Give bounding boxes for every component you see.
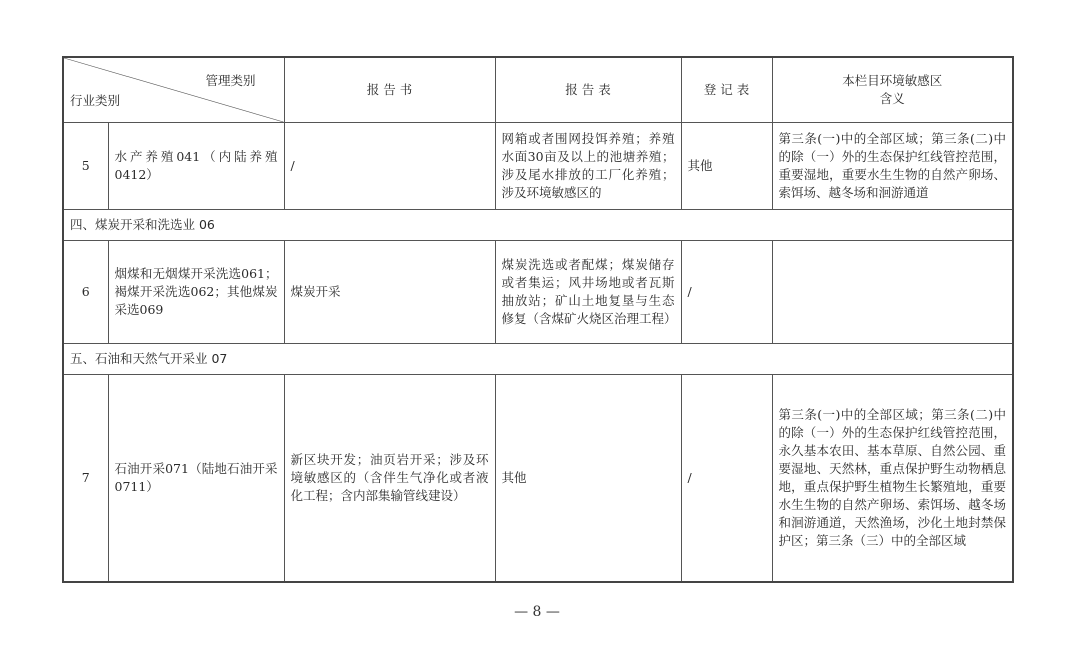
col-report-book-label: 报 告 书 bbox=[366, 82, 413, 97]
report-form-cell: 煤炭洗选或者配煤；煤炭储存或者集运；风井场地或者瓦斯抽放站；矿山土地复垦与生态修复（含煤矿火烧区治理工程） bbox=[495, 241, 681, 344]
industry-category-label: 行业类别 bbox=[70, 93, 121, 108]
register-form-cell: 其他 bbox=[681, 123, 772, 210]
table-header-row bbox=[63, 57, 1013, 123]
col-sensitive-area bbox=[772, 57, 1013, 123]
table-row bbox=[63, 241, 1013, 344]
section-row bbox=[63, 344, 1013, 375]
diagonal-header-cell bbox=[63, 57, 284, 123]
table-row bbox=[63, 375, 1013, 583]
sensitive-area-cell bbox=[772, 241, 1013, 344]
section-row bbox=[63, 210, 1013, 241]
col-register-form-label: 登 记 表 bbox=[703, 82, 750, 97]
row-number: 7 bbox=[63, 375, 108, 583]
col-sensitive-area-label-2: 含义 bbox=[879, 91, 905, 106]
register-form-cell: / bbox=[681, 375, 772, 583]
management-category-label: 管理类别 bbox=[205, 73, 256, 88]
report-book-cell: / bbox=[284, 123, 495, 210]
diagonal-line-icon bbox=[64, 58, 284, 122]
table-row bbox=[63, 123, 1013, 210]
col-report-form bbox=[495, 57, 681, 123]
row-number: 6 bbox=[63, 241, 108, 344]
report-book-cell: 新区块开发；油页岩开采；涉及环境敏感区的（含伴生气净化或者液化工程；含内部集输管线建设） bbox=[284, 375, 495, 583]
sensitive-area-cell: 第三条(一)中的全部区域；第三条(二)中的除（一）外的生态保护红线管控范围，永久基本农田、基本草原、自然公园、重要湿地、天然林，重点保护野生动物栖息地，重点保护野生植物生长繁殖地，重要水生生物的自然产卵场、索饵场、越冬场和洄游通道，天然渔场，沙化土地封禁保护区；第三条（三）中的全部区域 bbox=[772, 375, 1013, 583]
classification-table bbox=[62, 56, 1014, 583]
report-book-cell: 煤炭开采 bbox=[284, 241, 495, 344]
sensitive-area-cell: 第三条(一)中的全部区域；第三条(二)中的除（一）外的生态保护红线管控范围，重要湿地，重要水生生物的自然产卵场、索饵场、越冬场和洄游通道 bbox=[772, 123, 1013, 210]
col-report-book bbox=[284, 57, 495, 123]
industry-cell: 水产养殖041（内陆养殖0412） bbox=[108, 123, 284, 210]
col-register-form bbox=[681, 57, 772, 123]
col-sensitive-area-label: 本栏目环境敏感区 bbox=[842, 73, 943, 88]
industry-cell: 石油开采071（陆地石油开采0711） bbox=[108, 375, 284, 583]
row-number: 5 bbox=[63, 123, 108, 210]
industry-cell: 烟煤和无烟煤开采洗选061；褐煤开采洗选062；其他煤炭采选069 bbox=[108, 241, 284, 344]
report-form-cell: 其他 bbox=[495, 375, 681, 583]
section-title-coal: 四、煤炭开采和洗选业 06 bbox=[63, 210, 1013, 241]
page-number: — 8 — bbox=[514, 604, 560, 620]
register-form-cell: / bbox=[681, 241, 772, 344]
col-report-form-label: 报 告 表 bbox=[565, 82, 611, 97]
section-title-oil-gas: 五、石油和天然气开采业 07 bbox=[63, 344, 1013, 375]
report-form-cell: 网箱或者围网投饵养殖；养殖水面30亩及以上的池塘养殖；涉及尾水排放的工厂化养殖；涉及环境敏感区的 bbox=[495, 123, 681, 210]
